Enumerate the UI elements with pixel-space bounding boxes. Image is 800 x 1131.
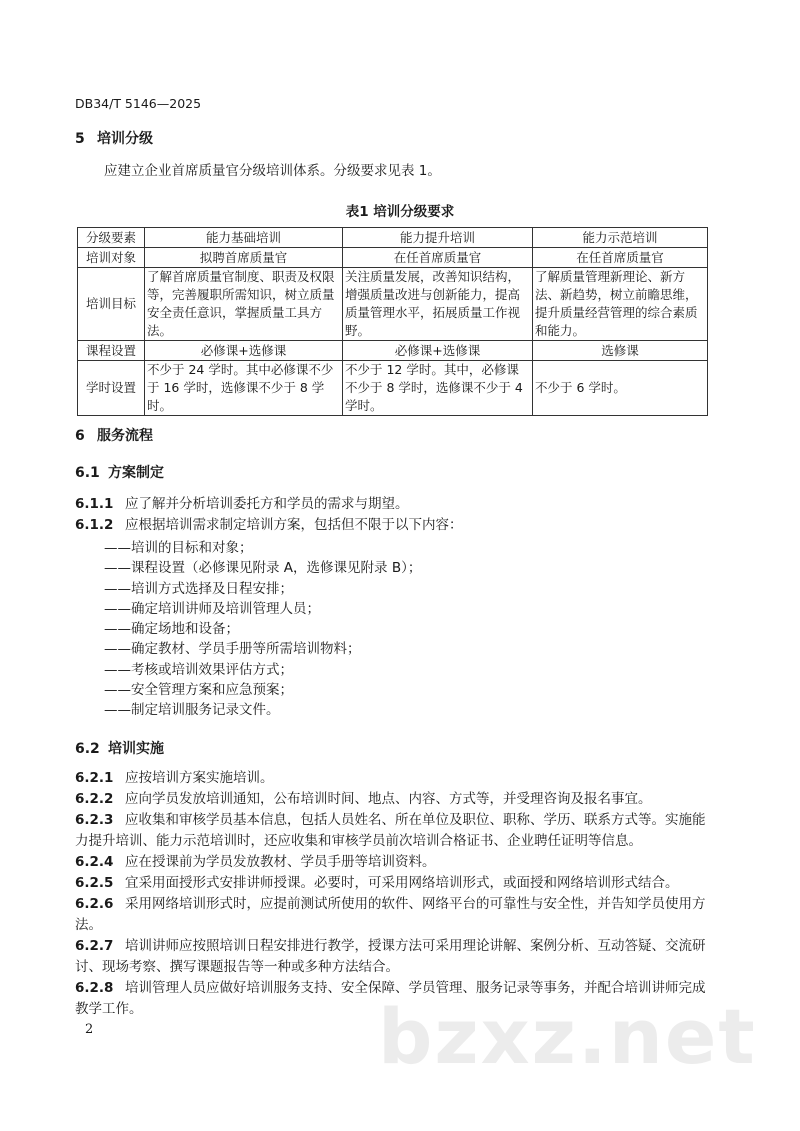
clause-6-1-1 (75, 494, 715, 515)
table-cell: 分级要素 (78, 228, 145, 248)
clause-text: 应向学员发放培训通知，公布培训时间、地点、内容、方式等，并受理咨询及报名事宜。 (125, 791, 652, 807)
list-item: ——培训的目标和对象； (104, 540, 253, 556)
clause-number: 6.2.6 (75, 896, 114, 912)
clause-text: 应按培训方案实施培训。 (125, 770, 274, 786)
clause-text: 宜采用面授形式安排讲师授课。必要时，可采用网络培训形式，或面授和网络培训形式结合。 (125, 875, 679, 891)
table-cell: 了解首席质量官制度、职责及权限等，完善履职所需知识，树立质量安全责任意识，掌握质量工具方法。 (145, 268, 343, 341)
page-number: 2 (85, 1022, 94, 1037)
watermark: bzxz.net (378, 992, 757, 1081)
clause-number: 6.1.1 (75, 496, 114, 512)
table-cell: 能力提升培训 (343, 228, 533, 248)
section-6-heading (75, 425, 153, 445)
clause-number: 6.1.2 (75, 517, 114, 533)
section-title: 培训分级 (97, 131, 153, 147)
clause-number: 6.2.5 (75, 875, 114, 891)
list-item: ——课程设置（必修课见附录 A，选修课见附录 B）； (104, 560, 422, 577)
table-row (78, 268, 708, 341)
section-6-2-heading (75, 738, 164, 758)
section-number: 6.2 (75, 741, 100, 757)
clause-number: 6.2.4 (75, 854, 114, 870)
list-item: ——制定培训服务记录文件。 (104, 702, 280, 719)
table-cell: 培训对象 (78, 248, 145, 268)
clause-text: 培训讲师应按照培训日程安排进行教学，授课方法可采用理论讲解、案例分析、互动答疑、交流研讨、现场考察、撰写课题报告等一种或多种方法结合。 (75, 938, 706, 975)
table-cell: 必修课+选修课 (343, 341, 533, 361)
clause-text: 采用网络培训形式时，应提前测试所使用的软件、网络平台的可靠性与安全性，并告知学员使用方法。 (75, 896, 706, 933)
clause-6-2-6 (75, 894, 715, 936)
clause-text: 应了解并分析培训委托方和学员的需求与期望。 (125, 496, 409, 512)
section-5-heading (75, 128, 153, 148)
table-cell: 拟聘首席质量官 (145, 248, 343, 268)
section-number: 6.1 (75, 465, 100, 481)
table-cell: 不少于 6 学时。 (533, 361, 708, 416)
list-item: ——确定场地和设备； (104, 621, 239, 638)
clause-6-2-5 (75, 873, 715, 894)
section-title: 服务流程 (97, 428, 153, 444)
section-number: 6 (75, 428, 85, 444)
section-title: 培训实施 (108, 741, 164, 757)
table-cell: 选修课 (533, 341, 708, 361)
clause-6-2-3 (75, 810, 715, 852)
table-cell: 在任首席质量官 (343, 248, 533, 268)
table-cell: 能力基础培训 (145, 228, 343, 248)
list-item: ——安全管理方案和应急预案； (104, 682, 293, 699)
list-item: ——确定教材、学员手册等所需培训物料； (104, 641, 361, 658)
list-item: ——考核或培训效果评估方式； (104, 661, 293, 678)
clause-6-1-2 (75, 515, 715, 536)
section-5-paragraph: 应建立企业首席质量官分级培训体系。分级要求见表 1。 (104, 163, 441, 179)
table-cell: 关注质量发展，改善知识结构，增强质量改进与创新能力，提高质量管理水平，拓展质量工作视野。 (343, 268, 533, 341)
table-cell: 在任首席质量官 (533, 248, 708, 268)
clause-6-2-7 (75, 936, 715, 978)
table-cell: 课程设置 (78, 341, 145, 361)
table-cell: 必修课+选修课 (145, 341, 343, 361)
table-cell: 不少于 24 学时。其中必修课不少于 16 学时，选修课不少于 8 学时。 (145, 361, 343, 416)
clause-text: 应收集和审核学员基本信息，包括人员姓名、所在单位及职位、职称、学历、联系方式等。实施能力提升培训、能力示范培训时，还应收集和审核学员前次培训合格证书、企业聘任证明等信息。 (75, 812, 706, 849)
table-cell: 学时设置 (78, 361, 145, 416)
section-6-1-heading (75, 462, 164, 482)
clause-6-2-4 (75, 852, 715, 873)
clause-text: 培训管理人员应做好培训服务支持、安全保障、学员管理、服务记录等事务，并配合培训讲师完成教学工作。 (75, 980, 706, 1017)
table-row (78, 341, 708, 361)
table-cell: 培训目标 (78, 268, 145, 341)
table-1-caption: 表1 培训分级要求 (345, 204, 455, 220)
clause-text: 应在授课前为学员发放教材、学员手册等培训资料。 (125, 854, 436, 870)
list-item: ——确定培训讲师及培训管理人员； (104, 600, 320, 617)
clause-number: 6.2.1 (75, 770, 114, 786)
table-cell: 能力示范培训 (533, 228, 708, 248)
clause-text: 应根据培训需求制定培训方案，包括但不限于以下内容： (125, 517, 463, 533)
table-row (78, 228, 708, 248)
table-row (78, 361, 708, 416)
list-item: ——培训方式选择及日程安排； (104, 580, 293, 597)
clause-number: 6.2.2 (75, 791, 114, 807)
clause-number: 6.2.7 (75, 938, 114, 954)
section-title: 方案制定 (108, 465, 164, 481)
table-row (78, 248, 708, 268)
clause-6-2-1 (75, 768, 715, 789)
clause-number: 6.2.3 (75, 812, 114, 828)
clause-number: 6.2.8 (75, 980, 114, 996)
table-cell: 了解质量管理新理论、新方法、新趋势，树立前瞻思维，提升质量经营管理的综合素质和能力。 (533, 268, 708, 341)
document-code: DB34/T 5146—2025 (75, 96, 202, 111)
section-number: 5 (75, 131, 85, 147)
training-plan-list (104, 538, 421, 721)
table-cell: 不少于 12 学时。其中，必修课不少于 8 学时，选修课不少于 4 学时。 (343, 361, 533, 416)
clause-6-2-2 (75, 789, 715, 810)
grading-table (77, 227, 708, 416)
